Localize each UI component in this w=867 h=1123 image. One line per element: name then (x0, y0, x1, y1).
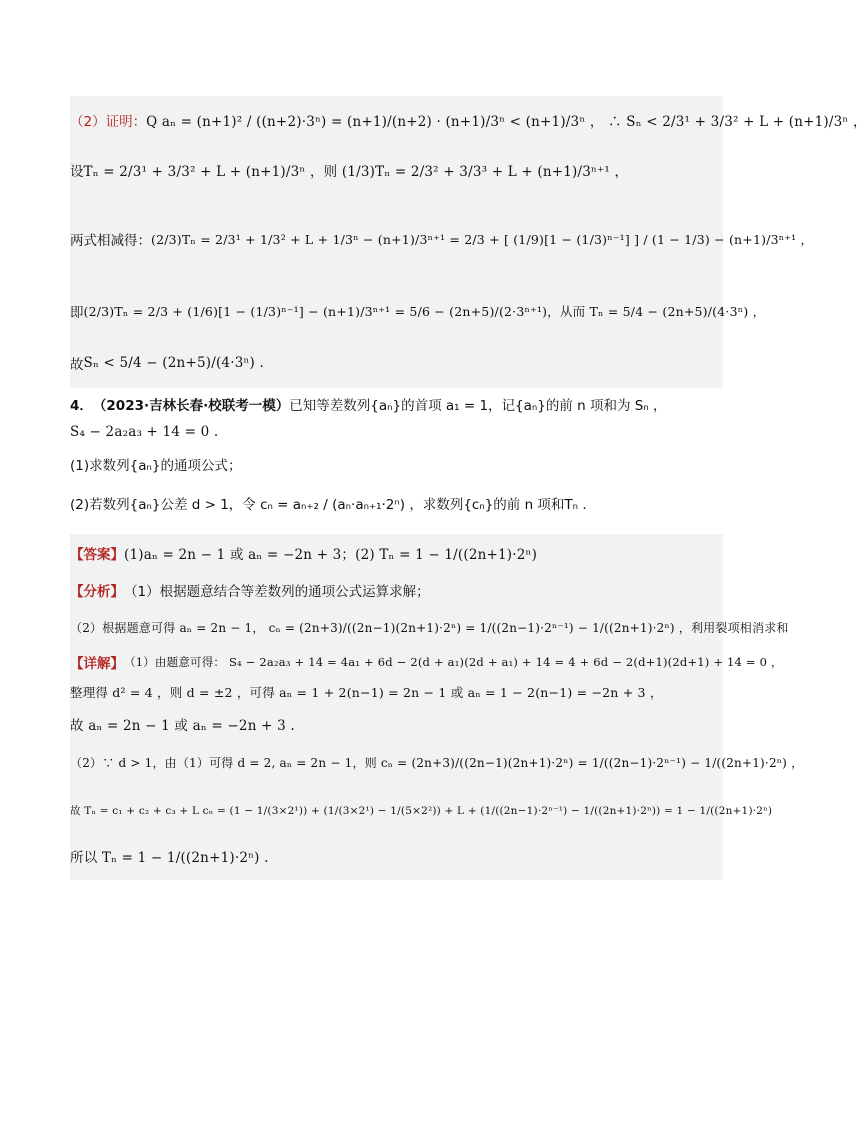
proof-math-2: Tₙ = 2/3¹ + 3/3² + L + (n+1)/3ⁿ ，则 (1/3)Tₙ = 2/3² + 3/3³ + L + (n+1)/3ⁿ⁺¹ ， (83, 164, 629, 180)
answer-label: 【答案】 (70, 547, 124, 563)
proof-line-2 (70, 150, 723, 190)
analysis-label: 【分析】 (70, 584, 124, 600)
proof-math-4: (2/3)Tₙ = 2/3 + (1/6)[1 − (1/3)ⁿ⁻¹] − (n+1)/3ⁿ⁺¹ = 5/6 − (2n+5)/(2·3ⁿ⁺¹)，从而 Tₙ = 5/4 − (2n+5)/(4·3ⁿ) ， (83, 304, 766, 319)
proof-line-4 (70, 290, 766, 332)
analysis-1: （1）根据题意结合等差数列的通项公式运算求解； (124, 584, 430, 600)
detail-2: 整理得 d² = 4 ，则 d = ±2 ，可得 aₙ = 1 + 2(n−1) = 2n − 1 或 aₙ = 1 − 2(n−1) = −2n + 3 ， (70, 685, 663, 700)
proof-line-1 (70, 100, 867, 140)
analysis-2: （2）根据题意可得 aₙ = 2n − 1， cₙ = (2n+3)/((2n−1)(2n+1)·2ⁿ) = 1/((2n−1)·2ⁿ⁻¹) − 1/((2n+1)·2ⁿ) ，利用裂项相消求和 (70, 620, 789, 635)
problem-stem-2: S₄ − 2a₂a₃ + 14 = 0 . (70, 424, 219, 440)
subtract-label: 两式相减得： (70, 233, 151, 249)
problem-stem-1: 已知等差数列{aₙ}的首项 a₁ = 1，记{aₙ}的前 n 项和为 Sₙ ， (289, 398, 667, 414)
problem-number: 4． (70, 398, 93, 414)
detail-4: （2）∵ d > 1，由（1）可得 d = 2, aₙ = 2n − 1，则 cₙ = (2n+3)/((2n−1)(2n+1)·2ⁿ) = 1/((2n−1)·2ⁿ⁻¹) − 1/((2n+1)·2ⁿ) ， (70, 755, 804, 770)
problem-q2: (2)若数列{aₙ}公差 d > 1，令 cₙ = aₙ₊₂ / (aₙ·aₙ₊₁·2ⁿ) ，求数列{cₙ}的前 n 项和Tₙ . (70, 497, 587, 513)
detail-row-2 (70, 678, 723, 706)
detail-6: 所以 Tₙ = 1 − 1/((2n+1)·2ⁿ) . (70, 850, 269, 866)
detail-3: 故 aₙ = 2n − 1 或 aₙ = −2n + 3 . (70, 718, 295, 734)
proof-line-5 (70, 342, 723, 384)
detail-1: （1）由题意可得： S₄ − 2a₂a₃ + 14 = 4a₁ + 6d − 2(d + a₁)(2d + a₁) + 14 = 4 + 6d − 2(d+1)(2d+1) + 14 = 0 ， (124, 655, 783, 669)
problem-header (70, 392, 723, 416)
proof-math-3: (2/3)Tₙ = 2/3¹ + 1/3² + L + 1/3ⁿ − (n+1)/3ⁿ⁺¹ = 2/3 + [ (1/9)[1 − (1/3)ⁿ⁻¹] ] / (1 − 1/3) − (n+1)/3ⁿ⁺¹ ， (151, 232, 814, 247)
detail-row-3 (70, 710, 723, 738)
detail-row-6 (70, 838, 723, 874)
detail-row-4 (70, 744, 804, 780)
proof-line-3 (70, 200, 814, 278)
answer-row (70, 538, 723, 568)
answer-text: (1)aₙ = 2n − 1 或 aₙ = −2n + 3；(2) Tₙ = 1 − 1/((2n+1)·2ⁿ) (124, 547, 538, 563)
analysis-row-2 (70, 610, 789, 644)
proof-math-5: Sₙ < 5/4 − (2n+5)/(4·3ⁿ) . (83, 355, 264, 371)
problem-q2-row (70, 486, 723, 520)
detail-row-1 (70, 648, 783, 676)
proof-math-1: Q aₙ = (n+1)² / ((n+2)·3ⁿ) = (n+1)/(n+2) · (n+1)/3ⁿ < (n+1)/3ⁿ ， ∴ Sₙ < 2/3¹ + 3/3² + L + (n+1)/3ⁿ ， (146, 114, 867, 130)
detail-5: 故 Tₙ = c₁ + c₂ + c₃ + L cₙ = (1 − 1/(3×2¹)) + (1/(3×2¹) − 1/(5×2²)) + L + (1/((2n−1)·2ⁿ⁻¹) − 1/((2n+1)·2ⁿ)) = 1 − 1/((2n+1)·2ⁿ) (70, 804, 773, 817)
proof-label: （2）证明： (70, 114, 147, 130)
proof-let-label: 设 (70, 164, 84, 180)
thus-label: 即 (70, 305, 84, 321)
problem-q1-row (70, 452, 723, 476)
problem-line-2 (70, 420, 723, 444)
therefore-label: 故 (70, 357, 84, 373)
analysis-row-1 (70, 576, 723, 604)
problem-q1: (1)求数列{aₙ}的通项公式； (70, 458, 242, 474)
detail-label: 【详解】 (70, 656, 124, 672)
detail-row-5 (70, 790, 773, 830)
problem-source: （2023·吉林长春·校联考一模） (92, 398, 290, 414)
